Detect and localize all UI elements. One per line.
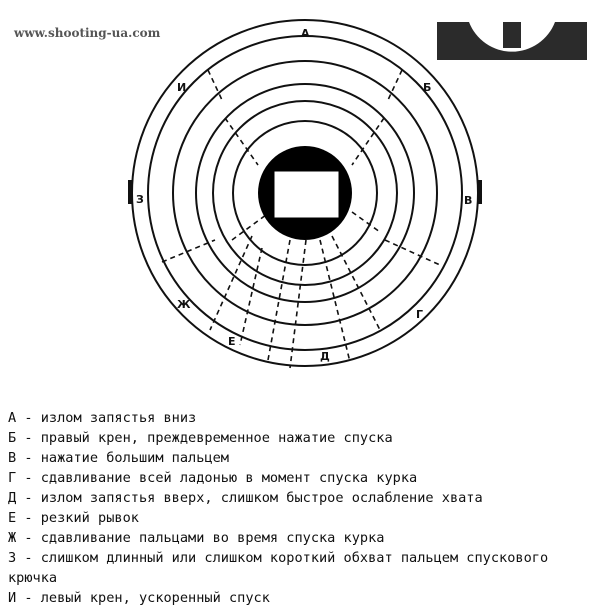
legend-item-zh: Ж - сдавливание пальцами во время спуска курка xyxy=(8,530,385,546)
sector-boundary-line xyxy=(290,240,306,368)
legend-item-d: Д - излом запястья вверх, слишком быстрое ослабление хвата xyxy=(8,490,483,506)
sector-label-z: З xyxy=(136,193,144,206)
sector-label-zh: Ж xyxy=(177,298,191,311)
sector-boundary-line xyxy=(385,240,440,265)
legend-item-a: А - излом запястья вниз xyxy=(8,410,197,426)
sector-label-e: Е xyxy=(228,335,236,348)
legend-list xyxy=(8,408,600,608)
sector-label-b: Б xyxy=(423,81,432,94)
sector-label-a: А xyxy=(301,27,310,40)
side-mark-right xyxy=(477,180,482,204)
sector-label-d: Д xyxy=(320,350,330,363)
legend-item-v: В - нажатие большим пальцем xyxy=(8,450,229,466)
sight-rectangle xyxy=(274,171,339,218)
site-watermark: www.shooting-ua.com xyxy=(14,26,161,40)
legend-item-b: Б - правый крен, преждевременное нажатие спуска xyxy=(8,430,393,446)
legend-item-i: И - левый крен, ускоренный спуск xyxy=(8,590,270,606)
legend-item-z: З - слишком длинный или слишком короткий обхват пальцем спускового крючка xyxy=(8,550,549,586)
legend-item-e: Е - резкий рывок xyxy=(8,510,139,526)
sector-boundary-line xyxy=(162,240,215,262)
sector-label-i: И xyxy=(177,81,187,94)
legend-item-g: Г - сдавливание всей ладонью в момент спуска курка xyxy=(8,470,418,486)
sector-label-g: Г xyxy=(416,308,424,321)
sector-boundary-line xyxy=(352,212,380,232)
sector-label-v: В xyxy=(464,194,473,207)
side-mark-left xyxy=(128,180,133,204)
sector-boundary-line xyxy=(210,236,252,330)
sector-boundary-line xyxy=(332,236,380,330)
